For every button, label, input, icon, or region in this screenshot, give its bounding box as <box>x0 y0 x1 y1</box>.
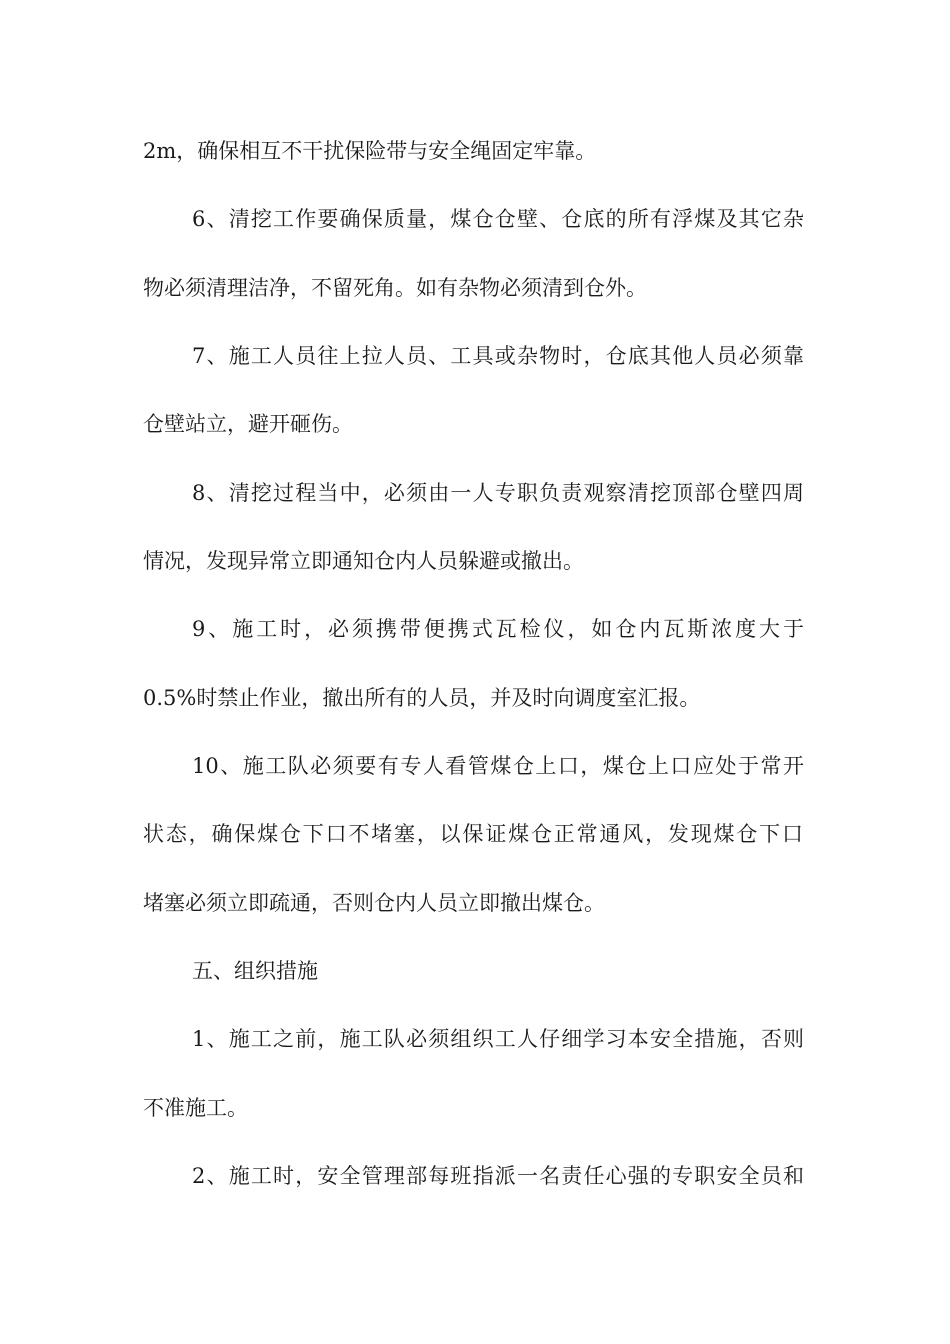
paragraph-line: 6、清挖工作要确保质量，煤仓仓壁、仓底的所有浮煤及其它杂 <box>192 207 804 231</box>
paragraph-line: 物必须清理洁净，不留死角。如有杂物必须清到仓外。 <box>143 276 647 300</box>
paragraph-line: 9、施工时，必须携带便携式瓦检仪，如仓内瓦斯浓度大于 <box>192 617 804 641</box>
paragraph-line: 仓壁站立，避开砸伤。 <box>143 412 353 436</box>
paragraph-line: 堵塞必须立即疏通，否则仓内人员立即撤出煤仓。 <box>143 891 605 915</box>
paragraph-line: 1、施工之前，施工队必须组织工人仔细学习本安全措施，否则 <box>192 1027 804 1051</box>
paragraph-line: 10、施工队必须要有专人看管煤仓上口，煤仓上口应处于常开 <box>192 754 804 778</box>
paragraph-line: 8、清挖过程当中，必须由一人专职负责观察清挖顶部仓壁四周 <box>192 481 804 505</box>
paragraph-line: 情况，发现异常立即通知仓内人员躲避或撤出。 <box>143 549 584 573</box>
paragraph-line: 2、施工时，安全管理部每班指派一名责任心强的专职安全员和 <box>192 1164 804 1188</box>
paragraph-line: 2m，确保相互不干扰保险带与安全绳固定牢靠。 <box>143 139 597 163</box>
paragraph-line: 7、施工人员往上拉人员、工具或杂物时，仓底其他人员必须靠 <box>192 344 804 368</box>
paragraph-line: 0.5%时禁止作业，撤出所有的人员，并及时向调度室汇报。 <box>143 686 701 710</box>
paragraph-line: 状态，确保煤仓下口不堵塞，以保证煤仓正常通风，发现煤仓下口 <box>143 822 803 846</box>
paragraph-line: 不准施工。 <box>143 1096 248 1120</box>
section-heading: 五、组织措施 <box>192 959 318 983</box>
